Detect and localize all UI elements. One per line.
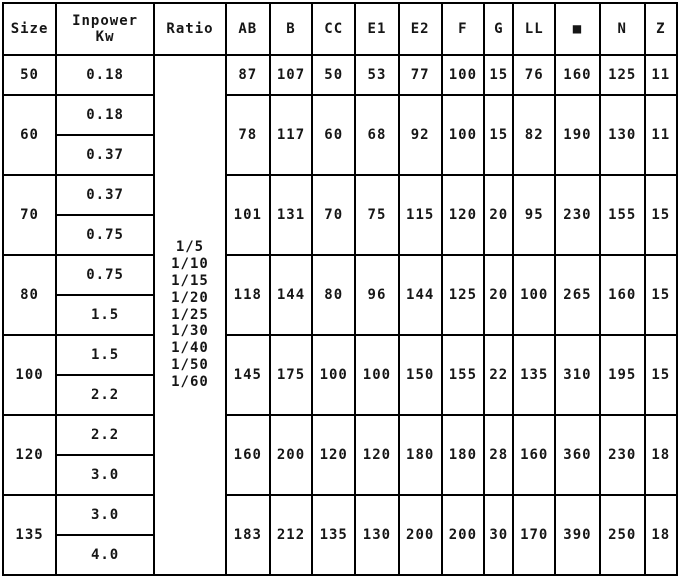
header-label: Inpower — [72, 12, 139, 29]
dim-cell-ll: 95 — [513, 175, 555, 255]
header-cell-n — [600, 3, 645, 55]
ratio-value: 1/5 — [175, 239, 205, 256]
table-row — [3, 175, 677, 215]
header-sublabel: Kw — [95, 29, 115, 45]
dim-cell-cc: 50 — [312, 55, 355, 95]
dim-cell-ab: 145 — [226, 335, 270, 415]
header-cell-inpower — [56, 3, 154, 55]
ratio-cell — [154, 55, 226, 575]
table-row — [3, 335, 677, 375]
inpower-kw-cell: 3.0 — [56, 495, 154, 535]
dim-cell-e2: 200 — [399, 495, 442, 575]
dim-cell-z: 18 — [645, 495, 677, 575]
dim-cell-m: 265 — [555, 255, 600, 335]
inpower-kw-cell: 2.2 — [56, 375, 154, 415]
dim-cell-ll: 160 — [513, 415, 555, 495]
dim-cell-ll: 82 — [513, 95, 555, 175]
ratio-value: 1/20 — [171, 289, 209, 306]
header-cell-z — [645, 3, 677, 55]
dim-cell-e2: 144 — [399, 255, 442, 335]
ratio-value: 1/10 — [171, 256, 209, 273]
header-label: Z — [656, 20, 666, 37]
dim-cell-cc: 80 — [312, 255, 355, 335]
size-cell: 120 — [3, 415, 56, 495]
dim-cell-z: 15 — [645, 175, 677, 255]
dim-cell-e1: 53 — [355, 55, 399, 95]
dim-cell-m: 310 — [555, 335, 600, 415]
table-row — [3, 55, 677, 95]
dim-cell-f: 100 — [442, 95, 485, 175]
header-cell-e2 — [399, 3, 442, 55]
table-row — [3, 495, 677, 535]
table-row — [3, 415, 677, 455]
header-label: Ratio — [166, 20, 214, 37]
header-label: AB — [238, 20, 258, 37]
inpower-kw-cell: 0.37 — [56, 175, 154, 215]
dim-cell-e2: 180 — [399, 415, 442, 495]
dim-cell-m: 160 — [555, 55, 600, 95]
dim-cell-cc: 100 — [312, 335, 355, 415]
dim-cell-f: 100 — [442, 55, 485, 95]
inpower-kw-cell: 2.2 — [56, 415, 154, 455]
dim-cell-e1: 130 — [355, 495, 399, 575]
dim-cell-e1: 68 — [355, 95, 399, 175]
header-label: G — [494, 20, 504, 37]
dim-cell-f: 180 — [442, 415, 485, 495]
dim-cell-z: 15 — [645, 255, 677, 335]
dim-cell-f: 125 — [442, 255, 485, 335]
dim-cell-g: 28 — [484, 415, 513, 495]
inpower-kw-cell: 0.37 — [56, 135, 154, 175]
inpower-kw-cell: 0.18 — [56, 55, 154, 95]
dim-cell-ll: 135 — [513, 335, 555, 415]
dim-cell-n: 155 — [600, 175, 645, 255]
dim-cell-e2: 77 — [399, 55, 442, 95]
dim-cell-b: 107 — [270, 55, 313, 95]
size-cell: 70 — [3, 175, 56, 255]
dim-cell-z: 11 — [645, 55, 677, 95]
dim-cell-ab: 78 — [226, 95, 270, 175]
header-label: E1 — [367, 20, 387, 37]
header-cell-e1 — [355, 3, 399, 55]
ratio-value: 1/30 — [171, 323, 209, 340]
header-cell-g — [484, 3, 513, 55]
dim-cell-e2: 150 — [399, 335, 442, 415]
header-cell-f — [442, 3, 485, 55]
header-label: E2 — [410, 20, 430, 37]
header-label: LL — [524, 20, 544, 37]
dim-cell-n: 160 — [600, 255, 645, 335]
dim-cell-f: 155 — [442, 335, 485, 415]
dim-cell-z: 15 — [645, 335, 677, 415]
dim-cell-m: 390 — [555, 495, 600, 575]
dim-cell-g: 30 — [484, 495, 513, 575]
inpower-kw-cell: 3.0 — [56, 455, 154, 495]
dim-cell-n: 125 — [600, 55, 645, 95]
inpower-kw-cell: 1.5 — [56, 295, 154, 335]
dim-cell-b: 144 — [270, 255, 313, 335]
header-cell-ratio — [154, 3, 226, 55]
dim-cell-ll: 100 — [513, 255, 555, 335]
dim-cell-e1: 96 — [355, 255, 399, 335]
dim-cell-ab: 118 — [226, 255, 270, 335]
dim-cell-m: 230 — [555, 175, 600, 255]
dim-cell-z: 18 — [645, 415, 677, 495]
dim-cell-g: 15 — [484, 55, 513, 95]
header-label: ■ — [572, 20, 583, 37]
dim-cell-n: 130 — [600, 95, 645, 175]
dim-cell-e2: 115 — [399, 175, 442, 255]
dim-cell-e2: 92 — [399, 95, 442, 175]
table-row — [3, 255, 677, 295]
dim-cell-ab: 87 — [226, 55, 270, 95]
dim-cell-z: 11 — [645, 95, 677, 175]
dim-cell-m: 360 — [555, 415, 600, 495]
dim-cell-cc: 135 — [312, 495, 355, 575]
dim-cell-e1: 100 — [355, 335, 399, 415]
ratio-value: 1/50 — [171, 356, 209, 373]
dim-cell-m: 190 — [555, 95, 600, 175]
size-cell: 135 — [3, 495, 56, 575]
inpower-kw-cell: 1.5 — [56, 335, 154, 375]
dim-cell-cc: 70 — [312, 175, 355, 255]
header-label: N — [617, 20, 627, 37]
size-cell: 60 — [3, 95, 56, 175]
dim-cell-f: 120 — [442, 175, 485, 255]
table-header — [3, 3, 677, 55]
dim-cell-g: 22 — [484, 335, 513, 415]
inpower-kw-cell: 0.18 — [56, 95, 154, 135]
inpower-kw-cell: 0.75 — [56, 215, 154, 255]
dim-cell-b: 200 — [270, 415, 313, 495]
header-cell-m — [555, 3, 600, 55]
dim-cell-ab: 160 — [226, 415, 270, 495]
header-cell-cc — [312, 3, 355, 55]
size-cell: 100 — [3, 335, 56, 415]
dimension-spec-table — [2, 2, 678, 576]
dim-cell-cc: 60 — [312, 95, 355, 175]
dim-cell-ab: 183 — [226, 495, 270, 575]
inpower-kw-cell: 4.0 — [56, 535, 154, 575]
dim-cell-n: 250 — [600, 495, 645, 575]
ratio-value: 1/15 — [171, 273, 209, 289]
dim-cell-g: 20 — [484, 255, 513, 335]
dim-cell-ll: 170 — [513, 495, 555, 575]
header-label: Size — [10, 20, 49, 37]
dim-cell-ab: 101 — [226, 175, 270, 255]
dim-cell-b: 131 — [270, 175, 313, 255]
dim-cell-b: 212 — [270, 495, 313, 575]
ratio-value: 1/40 — [171, 340, 209, 357]
dim-cell-b: 117 — [270, 95, 313, 175]
size-cell: 80 — [3, 255, 56, 335]
dim-cell-b: 175 — [270, 335, 313, 415]
ratio-value: 1/25 — [171, 306, 209, 323]
size-cell: 50 — [3, 55, 56, 95]
table-row — [3, 95, 677, 135]
dim-cell-g: 15 — [484, 95, 513, 175]
dim-cell-cc: 120 — [312, 415, 355, 495]
header-cell-ll — [513, 3, 555, 55]
inpower-kw-cell: 0.75 — [56, 255, 154, 295]
header-row — [3, 3, 677, 55]
header-cell-size — [3, 3, 56, 55]
ratio-value: 1/60 — [171, 373, 209, 390]
header-cell-b — [270, 3, 313, 55]
header-label: B — [286, 20, 296, 37]
dim-cell-e1: 120 — [355, 415, 399, 495]
dim-cell-f: 200 — [442, 495, 485, 575]
dim-cell-g: 20 — [484, 175, 513, 255]
table-body — [3, 55, 677, 575]
header-cell-ab — [226, 3, 270, 55]
dim-cell-n: 230 — [600, 415, 645, 495]
header-label: F — [458, 20, 468, 37]
dim-cell-ll: 76 — [513, 55, 555, 95]
dim-cell-n: 195 — [600, 335, 645, 415]
dim-cell-e1: 75 — [355, 175, 399, 255]
header-label: CC — [324, 20, 344, 37]
